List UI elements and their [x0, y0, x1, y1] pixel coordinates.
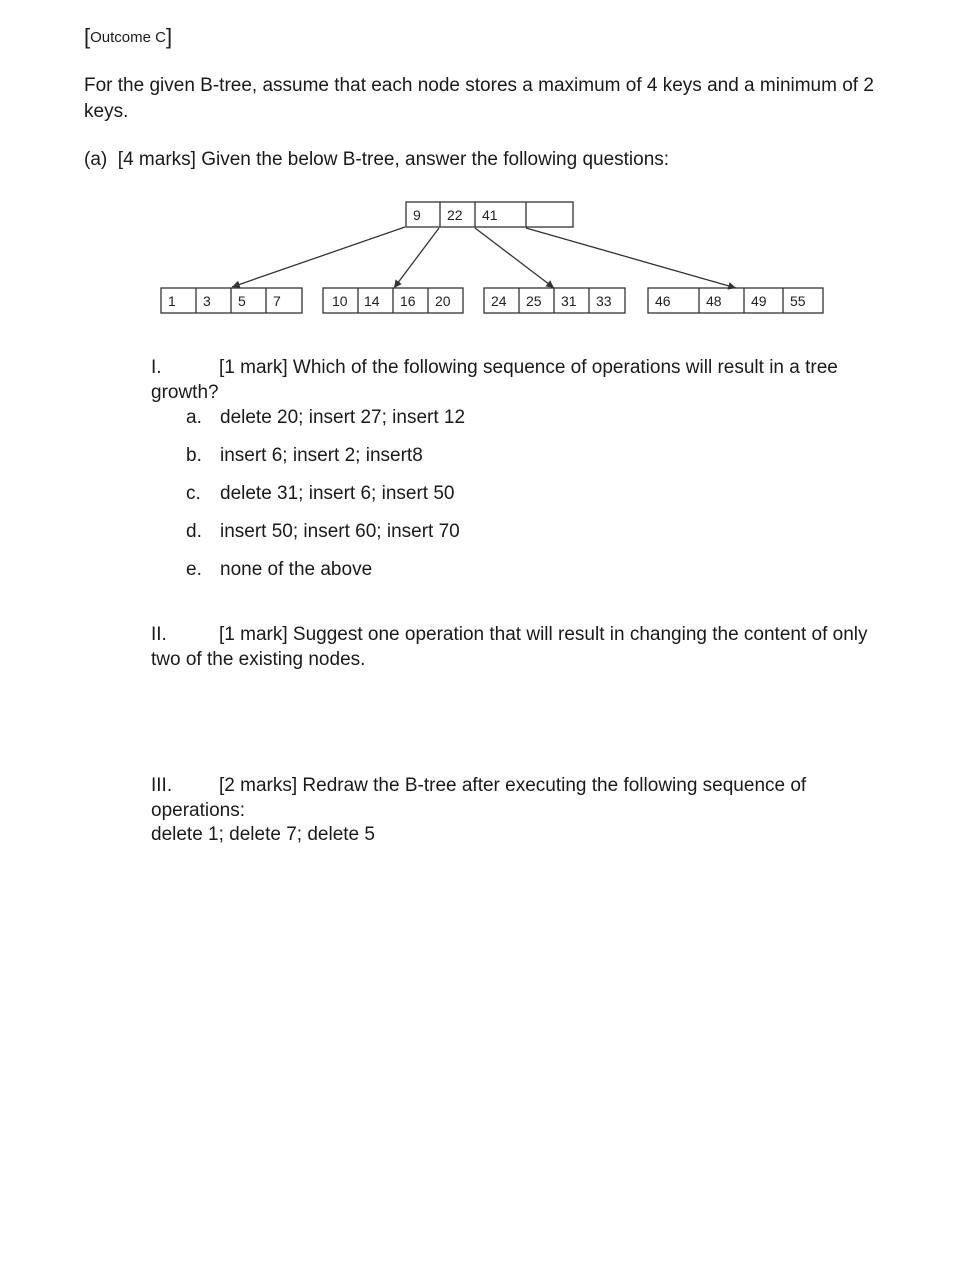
question-3: [151, 773, 891, 823]
question-3-number: III.: [151, 775, 173, 796]
leaf-key: 3: [203, 293, 211, 309]
edge: [232, 227, 405, 287]
option-c: c. delete 31; insert 6; insert 50: [186, 483, 455, 504]
leaf-key: 33: [596, 293, 612, 309]
option-a: a. delete 20; insert 27; insert 12: [186, 407, 466, 428]
leaf-key: 46: [655, 293, 671, 309]
edge: [526, 228, 736, 288]
btree-leaf-node: [484, 288, 625, 313]
leaf-key: 1: [168, 293, 176, 309]
option-b: b. insert 6; insert 2; insert8: [186, 445, 423, 466]
btree-leaf-node: [648, 288, 823, 313]
edge: [394, 228, 439, 288]
btree-edges: [232, 227, 736, 288]
btree-leaf-node: [161, 288, 302, 313]
root-key: 22: [447, 207, 463, 223]
leaf-key: 10: [332, 293, 348, 309]
leaf-key: 25: [526, 293, 542, 309]
btree-root-node: [406, 202, 573, 227]
edge: [475, 228, 554, 288]
leaf-key: 7: [273, 293, 281, 309]
leaf-key: 5: [238, 293, 246, 309]
question-3-operations: delete 1; delete 7; delete 5: [151, 824, 375, 845]
question-2: [151, 622, 891, 672]
part-a-label: (a): [84, 149, 108, 170]
btree-diagram: [150, 195, 830, 320]
question-2-text: [1 mark] Suggest one operation that will result in changing the content of only two of the existing nodes.: [151, 624, 868, 670]
leaf-key: 48: [706, 293, 722, 309]
leaf-key: 14: [364, 293, 380, 309]
question-1-text: [1 mark] Which of the following sequence of operations will result in a tree growth?: [151, 357, 838, 403]
question-1: [151, 355, 891, 405]
leaf-key: 16: [400, 293, 416, 309]
leaf-key: 31: [561, 293, 577, 309]
question-3-text: [2 marks] Redraw the B-tree after executing the following sequence of operations:: [151, 775, 807, 821]
part-a-heading: [84, 149, 669, 171]
leaf-key: 20: [435, 293, 451, 309]
root-key: 41: [482, 207, 498, 223]
outcome-label: [Outcome C]: [84, 24, 173, 49]
question-1-number: I.: [151, 357, 162, 378]
option-d: d. insert 50; insert 60; insert 70: [186, 521, 460, 542]
option-e: e. none of the above: [186, 559, 373, 580]
leaf-key: 24: [491, 293, 507, 309]
question-2-number: II.: [151, 624, 167, 645]
leaf-key: 55: [790, 293, 806, 309]
part-a-text: [4 marks] Given the below B-tree, answer the following questions:: [117, 149, 670, 170]
leaf-key: 49: [751, 293, 767, 309]
intro-text: For the given B-tree, assume that each node stores a maximum of 4 keys and a minimum of 2 keys.: [84, 75, 874, 122]
btree-leaf-node: [323, 288, 463, 313]
root-key: 9: [413, 207, 421, 223]
